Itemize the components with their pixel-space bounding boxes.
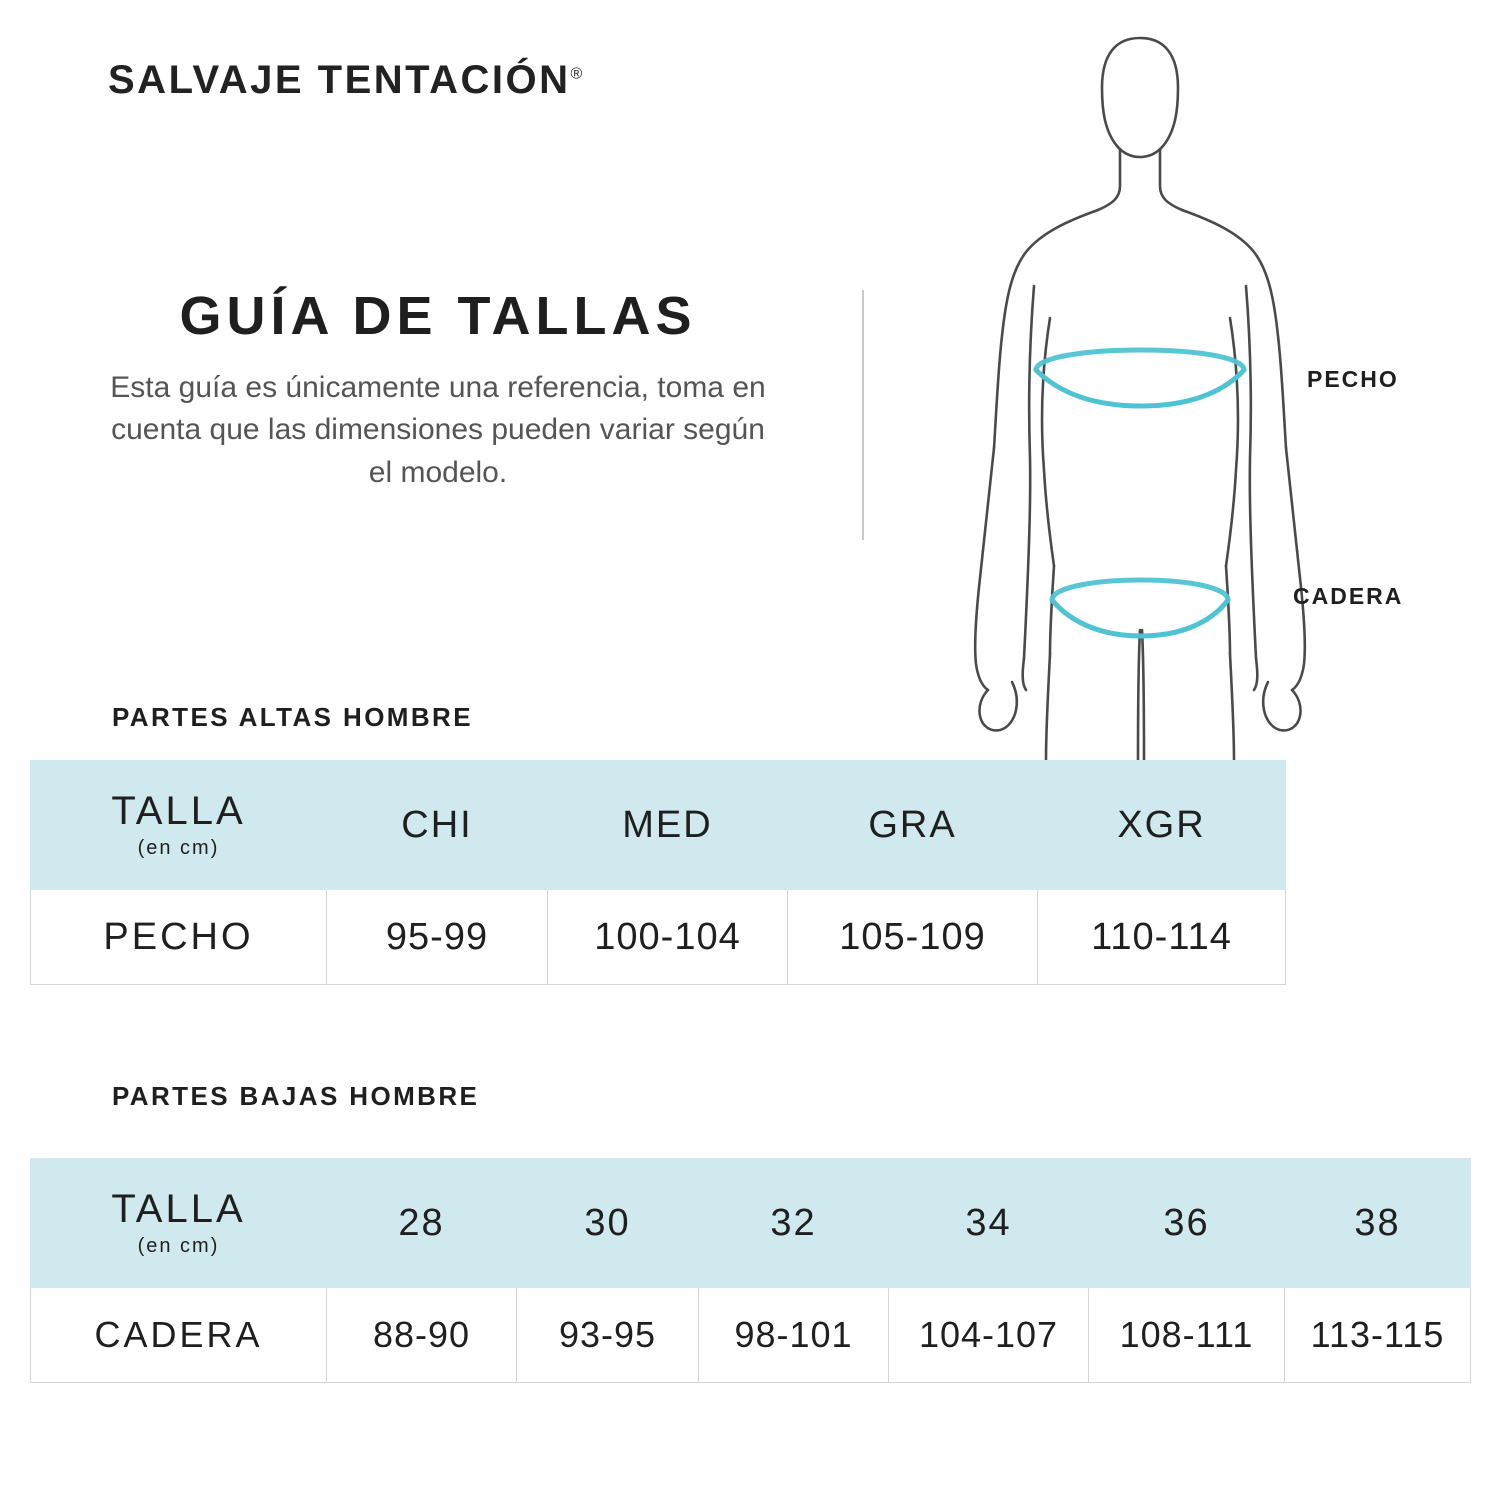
table-cell-3: 110-114	[1038, 890, 1286, 985]
table-row-label: CADERA	[31, 1288, 327, 1383]
table-cell-1: 100-104	[548, 890, 788, 985]
intro-block	[108, 288, 768, 494]
table-header-talla	[31, 761, 327, 890]
table-cell-2: 98-101	[699, 1288, 889, 1383]
brand-logo	[108, 58, 582, 103]
table-row-label: PECHO	[31, 890, 327, 985]
table-row	[31, 890, 1286, 985]
talla-label: TALLA	[111, 1187, 246, 1232]
page-title: GUÍA DE TALLAS	[179, 286, 697, 346]
registered-mark-icon: ®	[570, 65, 583, 83]
table-header-col-3: 34	[889, 1159, 1089, 1288]
table-cell-3: 104-107	[889, 1288, 1089, 1383]
size-table-lower	[30, 1158, 1471, 1383]
table-cell-0: 95-99	[327, 890, 548, 985]
table-row	[31, 1288, 1471, 1383]
table-header-talla	[31, 1159, 327, 1288]
brand-name: SALVAJE TENTACIÓN	[108, 58, 571, 102]
table-header-col-2: GRA	[788, 761, 1038, 890]
talla-unit-label: (en cm)	[137, 1235, 220, 1258]
table-cell-4: 108-111	[1089, 1288, 1285, 1383]
table-header-row	[31, 761, 1286, 890]
talla-unit-label: (en cm)	[137, 837, 220, 860]
figure-label-chest: PECHO	[1307, 366, 1399, 392]
size-table-upper	[30, 760, 1286, 985]
table-header-col-0: 28	[327, 1159, 517, 1288]
table-header-col-3: XGR	[1038, 761, 1286, 890]
table-header-col-1: MED	[548, 761, 788, 890]
table-header-col-4: 36	[1089, 1159, 1285, 1288]
table-header-col-0: CHI	[327, 761, 548, 890]
table-cell-1: 93-95	[517, 1288, 699, 1383]
vertical-divider	[862, 290, 864, 540]
table-header-row	[31, 1159, 1471, 1288]
figure-label-hip: CADERA	[1293, 583, 1404, 609]
intro-description: Esta guía es únicamente una referencia, toma en cuenta que las dimensiones pueden variar según el modelo.	[110, 370, 766, 489]
table-cell-5: 113-115	[1285, 1288, 1471, 1383]
table-cell-0: 88-90	[327, 1288, 517, 1383]
body-figure-illustration	[930, 18, 1350, 778]
table-header-col-5: 38	[1285, 1159, 1471, 1288]
table-cell-2: 105-109	[788, 890, 1038, 985]
section-heading-lower: PARTES BAJAS HOMBRE	[112, 1081, 480, 1111]
section-heading-upper: PARTES ALTAS HOMBRE	[112, 702, 473, 732]
table-header-col-2: 32	[699, 1159, 889, 1288]
table-header-col-1: 30	[517, 1159, 699, 1288]
talla-label: TALLA	[111, 789, 246, 834]
